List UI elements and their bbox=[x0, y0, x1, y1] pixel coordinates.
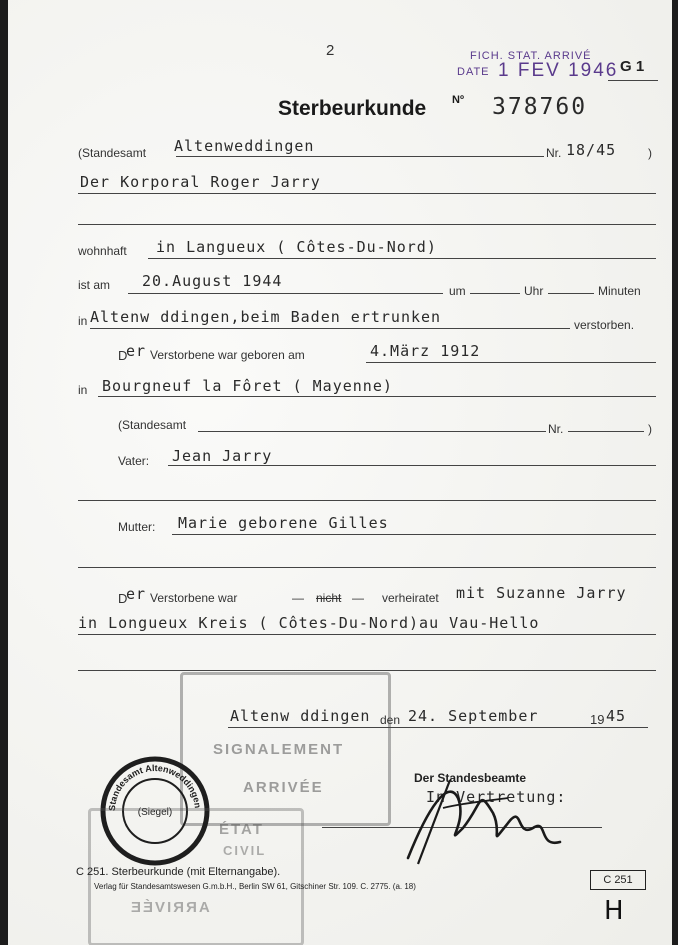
seal-ring-text: Standesamt Altenweddingen bbox=[106, 762, 203, 812]
place-of-death: Altenw ddingen,beim Baden ertrunken bbox=[90, 308, 442, 326]
form-code-box: C 251 bbox=[590, 870, 646, 890]
issue-year: 45 bbox=[606, 707, 627, 725]
archive-stamp-date-label: DATE bbox=[457, 66, 490, 78]
hand-mark: H bbox=[604, 896, 624, 926]
official-title: Der Standesbeamte bbox=[414, 771, 527, 785]
father-name: Jean Jarry bbox=[172, 447, 273, 465]
vertretung-label: In Vertretung: bbox=[426, 788, 567, 806]
married-label: verheiratet bbox=[382, 591, 439, 605]
struck-nicht: nicht bbox=[316, 591, 342, 605]
page-number: 2 bbox=[326, 42, 335, 59]
title-number-label: Nº bbox=[452, 94, 464, 106]
registry-nr-label: Nr. bbox=[546, 146, 562, 160]
father-label: Vater: bbox=[118, 454, 150, 468]
deceased-name: Der Korporal Roger Jarry bbox=[80, 173, 321, 191]
faint-arrival-stamp: SIGNALEMENT ARRIVÉE bbox=[180, 672, 391, 826]
died-date: 20.August 1944 bbox=[142, 272, 283, 290]
document-title: Sterbeurkunde bbox=[278, 97, 427, 120]
registry-nr-value: 18/45 bbox=[566, 141, 617, 159]
archive-code-underline bbox=[608, 80, 658, 81]
registry-prefix: (Standesamt bbox=[78, 146, 147, 160]
mother-label: Mutter: bbox=[118, 520, 156, 534]
faint-etat-civil-stamp: ÉTAT CIVIL ARRIVÉE bbox=[88, 808, 304, 945]
archive-code: G 1 bbox=[620, 58, 645, 75]
certificate-paper: 2 FICH. STAT. ARRIVÉ DATE 1 FEV 1946 G 1 Sterbeurkunde Nº 378760 (Standesamt Altenweddingen Nr. 18/45 ) Der Korporal Roger Jarry wohnhaft in Langueux ( Côtes-Du-Nord) ist am 20.August 1944 um Uhr Minuten in Altenw ddingen,beim Baden ertrunken verstorben. D er Verstorbene war geboren am 4.März 1912 in Bourgneuf la Fôret ( Mayenne) (Standesamt Nr. ) Vater: Jean Jarry Mutter: Marie geborene Gilles D er Verstorbene war — nicht — verheiratet mit Suzanne Jarry in Longueux Kreis ( Côtes-Du-Nord)au Vau-Hello SIGNALEMENT ARRIVÉE Altenw ddingen den 24. September 19 45 Der Standesbeamte In Vertretung: Standesamt Altenweddingen (Siegel) ÉTAT CIVIL ARRIVÉE C 251. Sterbeurkunde (mit Elternangabe). Verlag für Standesamtswesen G.m.b.H., Berlin SW 61, Gitschiner Str. 109. C. 2775. (a. 18) C 251 H bbox=[8, 0, 672, 945]
residence-value: in Langueux ( Côtes-Du-Nord) bbox=[156, 238, 437, 256]
archive-stamp-line1: FICH. STAT. ARRIVÉ bbox=[470, 50, 592, 62]
issue-date: 24. September bbox=[408, 707, 539, 725]
seal-label: (Siegel) bbox=[137, 807, 173, 818]
certificate-number: 378760 bbox=[492, 94, 588, 120]
marriage-label: Verstorbene war bbox=[150, 591, 238, 605]
birth-date: 4.März 1912 bbox=[370, 342, 481, 360]
died-label: ist am bbox=[78, 278, 111, 292]
form-line: C 251. Sterbeurkunde (mit Elternangabe). bbox=[76, 866, 281, 878]
residence-label: wohnhaft bbox=[78, 244, 127, 258]
mother-name: Marie geborene Gilles bbox=[178, 514, 389, 532]
marriage-place: in Longueux Kreis ( Côtes-Du-Nord)au Vau-Hello bbox=[78, 614, 540, 632]
archive-stamp-date-value: 1 FEV 1946 bbox=[498, 60, 619, 81]
issue-place: Altenw ddingen bbox=[230, 707, 371, 725]
registry-office: Altenweddingen bbox=[174, 137, 315, 155]
birth-place: Bourgneuf la Fôret ( Mayenne) bbox=[102, 377, 393, 395]
publisher-line: Verlag für Standesamtswesen G.m.b.H., Berlin SW 61, Gitschiner Str. 109. C. 2775. (a. 18) bbox=[94, 882, 416, 891]
birth-label: Verstorbene war geboren am bbox=[150, 348, 305, 362]
signature bbox=[388, 768, 578, 868]
spouse-name: mit Suzanne Jarry bbox=[456, 584, 627, 602]
